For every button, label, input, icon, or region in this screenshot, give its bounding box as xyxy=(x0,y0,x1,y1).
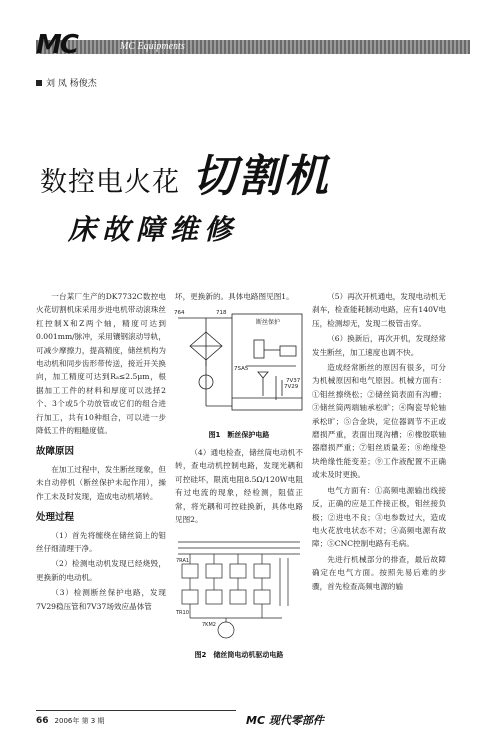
author-line xyxy=(36,76,97,89)
fig1-label-764: 764 xyxy=(174,310,185,316)
square-bullet-icon xyxy=(36,80,42,86)
step-5: （5）再次开机通电，发现电动机无刹车，检查能耗制动电路，应有140V电压，检测却无，发现二极管击穿。 xyxy=(312,292,446,328)
intro-paragraph: 一台某厂生产的DK7732C数控电火花切割机床采用步进电机带动滚珠丝杠控制X和Z两个轴，精度可达到0.001mm/脉冲，采用镶钢滚动导轨，可减少摩擦力，提高精度，储丝机构为电动机和同步齿形带传送，接近开关换向，加工精度可达到Rₐ≤2.5μm，根据加工工件的材料和厚度可以选择2个、3个或5个功放管或它们的组合进行加工，共有10种组合，可以进一步降低工件的粗糙度值。 xyxy=(36,292,166,436)
fig1-label-7V29: 7V29 xyxy=(284,384,299,390)
fig2-label-TR10: TR10 xyxy=(176,610,189,616)
step-1: （1）首先将缠绕在储丝筒上的钼丝仔细清理干净。 xyxy=(36,530,166,553)
step-4: （4）通电检查，储丝筒电动机不转，查电动机控制电路，发现光耦和可控硅坏，限流电阻8.5Ω/120W电阻有过电流的现象，经检测，阻值正常，将光耦和可控硅换新，具体电路见图2。 xyxy=(175,448,303,525)
author-names: 刘 凤 杨俊杰 xyxy=(46,79,97,89)
cause-mechanical: 造成经常断丝的原因有很多，可分为机械原因和电气原因。机械方面有：①钼丝擦绕松；②储丝筒表面有沟槽；③储丝筒两端轴承松旷；④陶瓷导轮轴承松旷；⑤合金块，定位器调节不正或磨损严重，表面出现沟槽；⑥橡胶联轴器磨损严重；⑦钼丝质量差；⑧绝缘垫块绝缘性能变差；⑨工作液配置不正确或未及时更换。 xyxy=(312,363,446,480)
step-3: （3）检测断丝保护电路，发现7V29稳压管和7V37场效应晶体管 xyxy=(36,588,166,611)
fig1-label-7V37: 7V37 xyxy=(286,378,301,384)
figure-1-circuit xyxy=(172,306,306,426)
footer-rule xyxy=(36,710,236,711)
magazine-logo: MC xyxy=(36,30,77,60)
continued-text: 坏，更换新的。具体电路图见图1。 xyxy=(175,292,294,301)
figure-2-circuit xyxy=(172,534,306,646)
footer-issue xyxy=(36,716,104,726)
header-bar xyxy=(36,40,470,54)
footer-brand: MC 现代零部件 xyxy=(246,714,324,727)
title-part1: 数控电火花 xyxy=(40,167,180,198)
column-2-top xyxy=(175,290,303,305)
heading-process: 处理过程 xyxy=(36,512,75,524)
figure-1-caption: 图1 断丝保护电路 xyxy=(208,431,270,439)
cause-electrical: 电气方面有：①高频电源输出线接反，正确的应是工件接正极，钼丝接负极；②进电不良；③电参数过大，造成电火花放电状态不对；④高频电源有故障；⑤CNC控制电路有毛病。 xyxy=(312,485,446,549)
issue-text: 2006年 第 3 期 xyxy=(54,717,105,725)
column-2-mid xyxy=(175,446,303,528)
step-6: （6）换新后，再次开机，发现经常发生断丝，加工速度也调不快。 xyxy=(312,334,446,357)
title-part2: 切割机 xyxy=(192,151,330,202)
title-part3: 床故障维修 xyxy=(68,213,239,246)
step-2: （2）检测电动机发现已经烧毁，更换新的电动机。 xyxy=(36,559,166,582)
fig1-title: 断丝保护 xyxy=(256,319,281,326)
fault-cause-paragraph: 在加工过程中，发生断丝现象，但未自动停机（断丝保护未起作用），操作工未及时发现，造成电动机堵转。 xyxy=(36,464,166,501)
troubleshooting: 先进行机械部分的排查，最后故障确定在电气方面。按照先易后难的步骤，首先检查高频电源的输 xyxy=(312,554,446,591)
protection-box xyxy=(232,314,302,410)
heading-fault-cause: 故障原因 xyxy=(36,446,75,458)
column-1 xyxy=(36,290,166,615)
column-3 xyxy=(312,290,446,595)
section-label: MC Equipments xyxy=(120,41,185,52)
figure-2-caption: 图2 储丝筒电动机驱动电路 xyxy=(194,651,284,659)
page-number: 66 xyxy=(36,716,49,726)
fig2-label-7RA1: 7RA1 xyxy=(176,558,190,564)
fig1-label-718: 718 xyxy=(216,310,227,316)
fig2-label-7KM2: 7KM2 xyxy=(202,622,216,628)
fig1-label-7SA5: 7SA5 xyxy=(234,366,249,372)
